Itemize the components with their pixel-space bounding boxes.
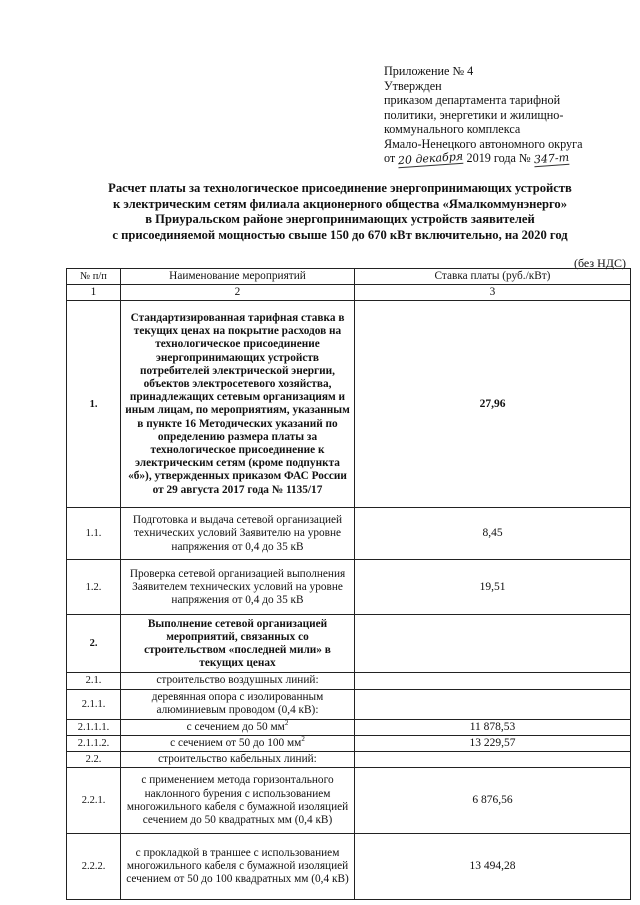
order-line: [384, 151, 634, 166]
title-line: с присоединяемой мощностью свыше 150 до 670 кВт включительно, на 2020 год: [112, 227, 568, 242]
row-value: [355, 752, 631, 768]
row-name: с прокладкой в траншее с использованием многожильного кабеля с бумажной изоляцией сечением от 50 до 100 квадратных мм (0,4 кВ): [121, 834, 355, 900]
appendix-number: Приложение № 4: [384, 64, 474, 78]
row-value: 11 878,53: [355, 719, 631, 735]
row-name: Подготовка и выдача сетевой организацией технических условий Заявителю на уровне напряжения от 0,4 до 35 кВ: [121, 508, 355, 560]
approved-label: Утвержден: [384, 78, 442, 93]
row-name: Проверка сетевой организацией выполнения Заявителем технических условий на уровне напряжения от 0,4 до 35 кВ: [121, 560, 355, 615]
approval-block: [384, 64, 634, 166]
row-number: 2.1.1.: [67, 689, 121, 719]
row-name: деревянная опора с изолированным алюминиевым проводом (0,4 кВ):: [121, 689, 355, 719]
table-row: [67, 560, 631, 615]
table-row: [67, 768, 631, 834]
header-cell: Наименование мероприятий: [121, 269, 355, 285]
row-number: 1.2.: [67, 560, 121, 615]
table-row: [67, 834, 631, 900]
table-row: [67, 301, 631, 508]
approval-text-line: приказом департамента тарифной: [384, 93, 561, 107]
rates-table: [66, 268, 631, 900]
header-cell: Ставка платы (руб./кВт): [355, 269, 631, 285]
row-number: 2.2.: [67, 752, 121, 768]
superscript: 2: [301, 735, 305, 744]
row-value: [355, 615, 631, 673]
table-row: [67, 719, 631, 735]
row-name-text: с сечением от 50 до 100 мм: [170, 736, 302, 749]
approval-text-line: коммунального комплекса: [384, 122, 521, 136]
row-value: 8,45: [355, 508, 631, 560]
no-vat-note: (без НДС): [573, 256, 626, 270]
row-value: 6 876,56: [355, 768, 631, 834]
table-row: [67, 752, 631, 768]
handwritten-order-number: 347-т: [533, 150, 570, 167]
row-number: 2.: [67, 615, 121, 673]
document-title: [60, 181, 620, 243]
row-name-text: с сечением до 50 мм: [186, 720, 285, 733]
row-number: 2.2.2.: [67, 834, 121, 900]
row-value: 27,96: [355, 301, 631, 508]
title-line: Расчет платы за технологическое присоединение энергопринимающих устройств: [108, 181, 572, 195]
title-line: в Приуральском районе энергопринимающих устройств заявителей: [145, 212, 535, 226]
table-row: [67, 689, 631, 719]
table-row: [67, 508, 631, 560]
column-number: 2: [121, 285, 355, 301]
column-number: 1: [67, 285, 121, 301]
order-year: 2019 года №: [466, 151, 531, 165]
title-line: к электрическим сетям филиала акционерного общества «Ямалкоммунэнерго»: [112, 196, 568, 211]
row-value: [355, 689, 631, 719]
table-row: [67, 615, 631, 673]
row-number: 2.2.1.: [67, 768, 121, 834]
handwritten-order-date: 20 декабря: [397, 149, 464, 168]
row-name: Выполнение сетевой организацией мероприятий, связанных со строительством «последней мили» в текущих ценах: [121, 615, 355, 673]
row-name: [121, 719, 355, 735]
table-header-row: [67, 269, 631, 285]
approval-text-line: Ямало-Ненецкого автономного округа: [384, 136, 583, 151]
row-name: [121, 735, 355, 751]
row-name: строительство воздушных линий:: [121, 673, 355, 689]
row-value: 13 494,28: [355, 834, 631, 900]
table-row: [67, 735, 631, 751]
column-number-row: [67, 285, 631, 301]
order-prefix: от: [384, 151, 396, 165]
row-value: [355, 673, 631, 689]
row-value: 13 229,57: [355, 735, 631, 751]
row-name: строительство кабельных линий:: [121, 752, 355, 768]
row-number: 1.1.: [67, 508, 121, 560]
approval-text-line: политики, энергетики и жилищно-: [384, 107, 564, 122]
header-cell: № п/п: [67, 269, 121, 285]
row-number: 2.1.1.2.: [67, 735, 121, 751]
column-number: 3: [355, 285, 631, 301]
row-value: 19,51: [355, 560, 631, 615]
row-name: Стандартизированная тарифная ставка в текущих ценах на покрытие расходов на технологическое присоединение энергопринимающих устройств потребителей электрической энергии, объектов электросетевого хозяйства, принадлежащих сетевым организациям и иным лицам, по мероприятиям, указанным в пункте 16 Методических указаний по определению размера платы за технологическое присоединение к электрическим сетям (кроме подпункта «б»), утвержденных приказом ФАС России от 29 августа 2017 года № 1135/17: [121, 301, 355, 508]
superscript: 2: [284, 718, 289, 727]
row-number: 2.1.1.1.: [67, 719, 121, 735]
row-number: 2.1.: [67, 673, 121, 689]
row-number: 1.: [67, 301, 121, 508]
table-row: [67, 673, 631, 689]
row-name: с применением метода горизонтального наклонного бурения с использованием многожильного кабеля с бумажной изоляцией сечением до 50 квадратных мм (0,4 кВ): [121, 768, 355, 834]
